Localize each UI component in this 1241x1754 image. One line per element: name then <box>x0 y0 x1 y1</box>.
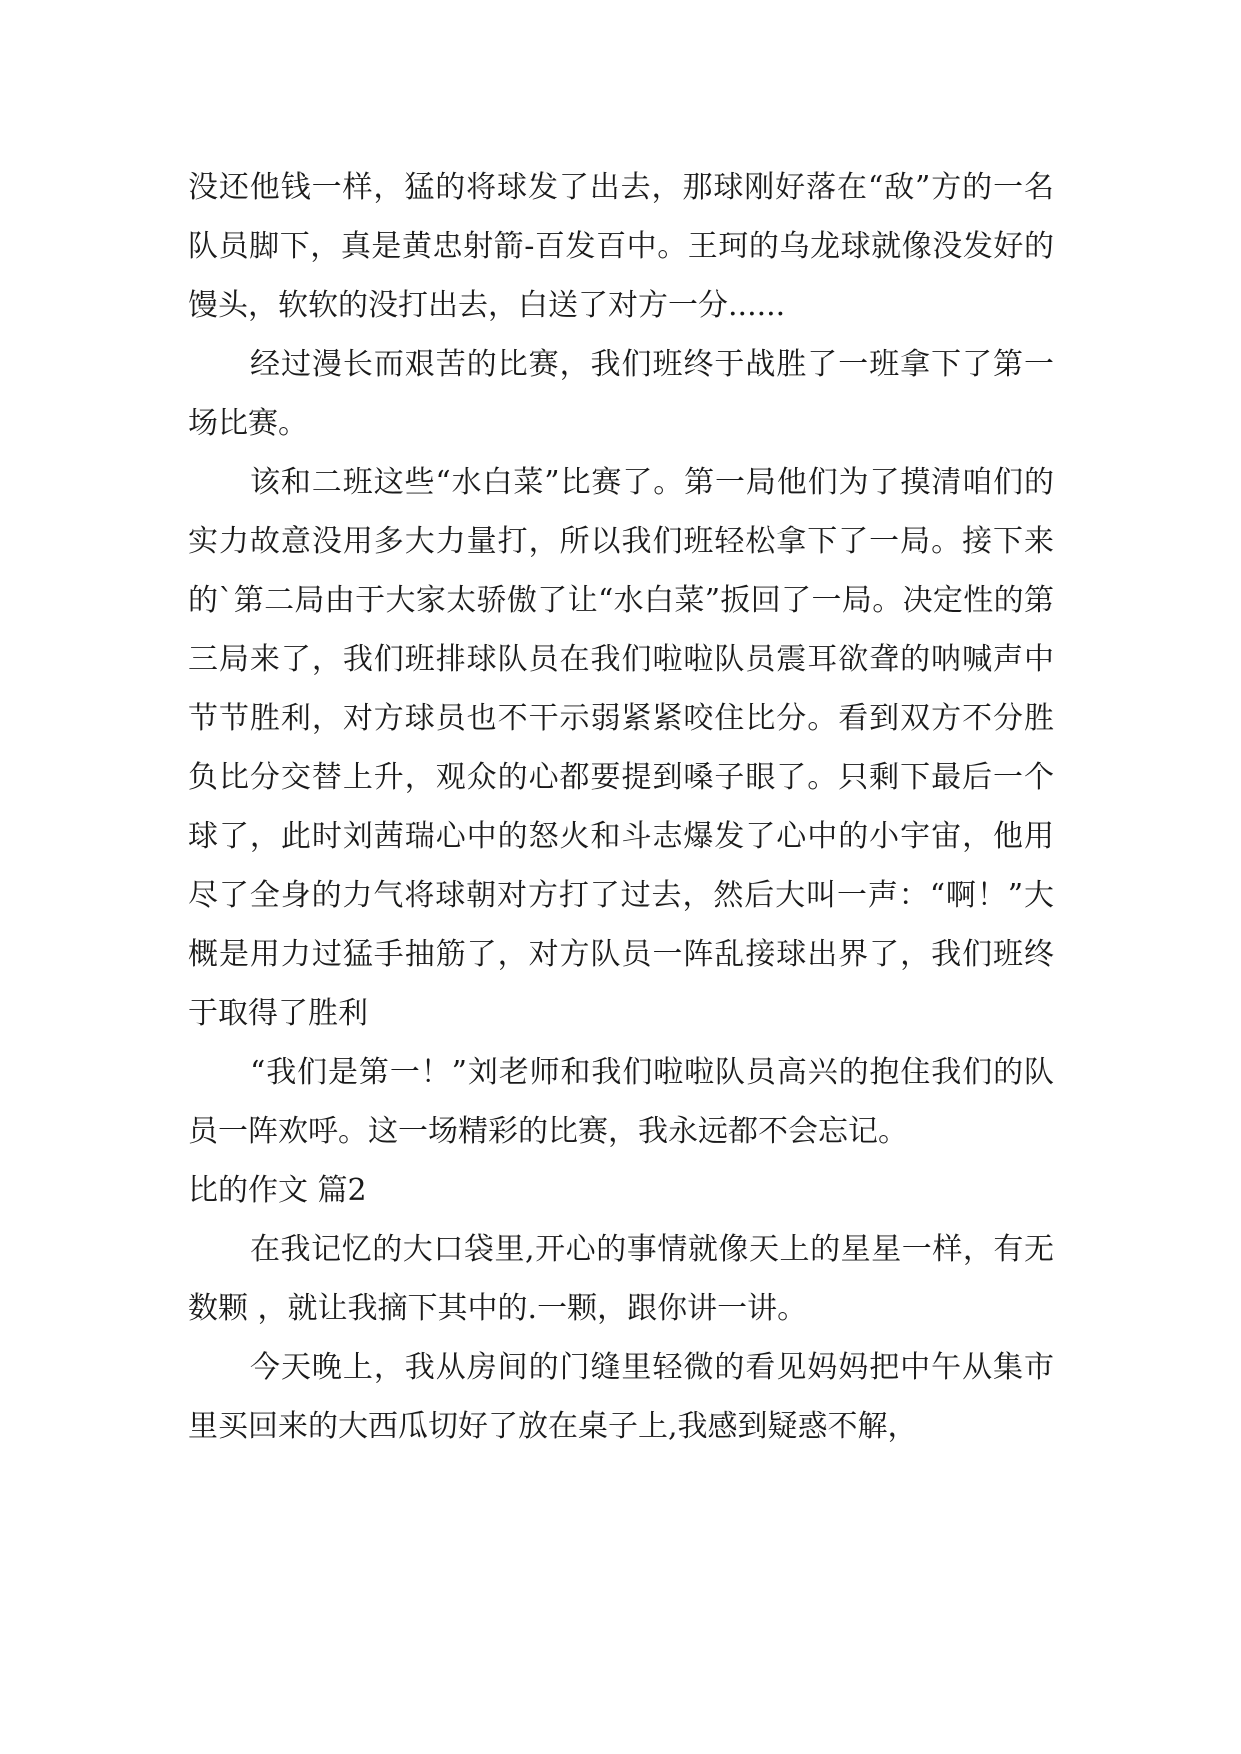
paragraph: 没还他钱一样，猛的将球发了出去，那球刚好落在“敌”方的一名队员脚下，真是黄忠射箭-百发百中。王珂的乌龙球就像没发好的馒头，软软的没打出去，白送了对方一分...... <box>188 170 1054 323</box>
paragraph: 该和二班这些“水白菜”比赛了。第一局他们为了摸清咱们的实力故意没用多大力量打，所以我们班轻松拿下了一局。接下来的`第二局由于大家太骄傲了让“水白菜”扳回了一局。决定性的第三局来了，我们班排球队员在我们啦啦队员震耳欲聋的呐喊声中节节胜利，对方球员也不干示弱紧紧咬住比分。看到双方不分胜负比分交替上升，观众的心都要提到嗓子眼了。只剩下最后一个球了，此时刘茜瑞心中的怒火和斗志爆发了心中的小宇宙，他用尽了全身的力气将球朝对方打了过去，然后大叫一声：“啊！”大概是用力过猛手抽筋了，对方队员一阵乱接球出界了，我们班终于取得了胜利 <box>188 465 1054 1031</box>
paragraph: “我们是第一！”刘老师和我们啦啦队员高兴的抱住我们的队员一阵欢呼。这一场精彩的比赛，我永远都不会忘记。 <box>188 1055 1054 1149</box>
paragraph: 经过漫长而艰苦的比赛，我们班终于战胜了一班拿下了第一场比赛。 <box>188 347 1054 441</box>
paragraph: 在我记忆的大口袋里,开心的事情就像天上的星星一样，有无数颗 ，就让我摘下其中的.一颗，跟你讲一讲。 <box>188 1232 1054 1326</box>
paragraph: 今天晚上，我从房间的门缝里轻微的看见妈妈把中午从集市里买回来的大西瓜切好了放在桌子上,我感到疑惑不解， <box>188 1350 1054 1444</box>
section-heading: 比的作文 篇2 <box>188 1173 367 1208</box>
document-body <box>188 158 1054 1456</box>
